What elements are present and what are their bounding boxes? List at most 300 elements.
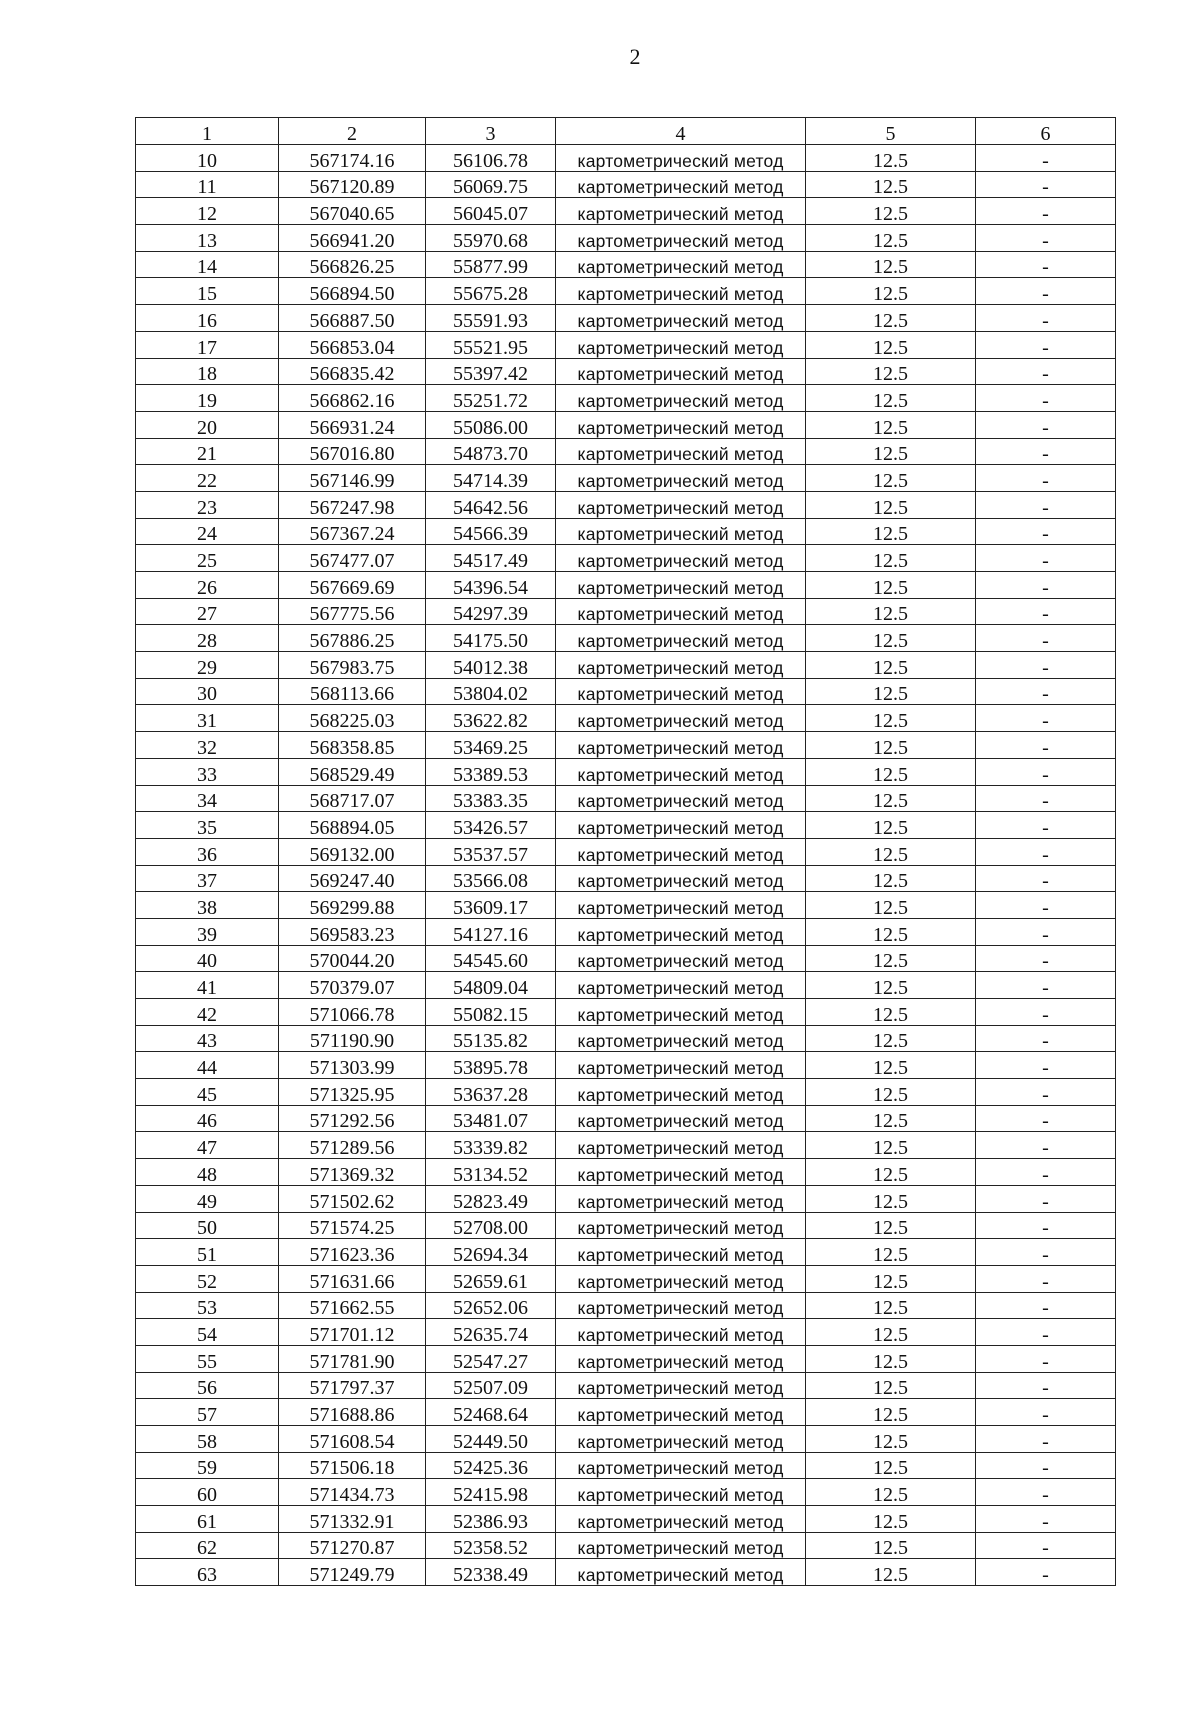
description-cell: - — [976, 1345, 1116, 1372]
x-coordinate-cell: 570379.07 — [279, 972, 426, 999]
accuracy-cell: 12.5 — [806, 1452, 976, 1479]
y-coordinate-cell: 53637.28 — [426, 1079, 556, 1106]
x-coordinate-cell: 567016.80 — [279, 438, 426, 465]
description-cell: - — [976, 732, 1116, 759]
accuracy-cell: 12.5 — [806, 1052, 976, 1079]
point-number-cell: 25 — [136, 545, 279, 572]
description-cell: - — [976, 1185, 1116, 1212]
method-cell: картометрический метод — [556, 305, 806, 332]
accuracy-cell: 12.5 — [806, 1079, 976, 1106]
description-cell: - — [976, 358, 1116, 385]
accuracy-cell: 12.5 — [806, 518, 976, 545]
y-coordinate-cell: 53481.07 — [426, 1105, 556, 1132]
description-cell: - — [976, 705, 1116, 732]
y-coordinate-cell: 55877.99 — [426, 251, 556, 278]
accuracy-cell: 12.5 — [806, 1506, 976, 1533]
x-coordinate-cell: 571631.66 — [279, 1265, 426, 1292]
method-cell: картометрический метод — [556, 1079, 806, 1106]
point-number-cell: 48 — [136, 1159, 279, 1186]
table-row — [136, 945, 1116, 972]
y-coordinate-cell: 53566.08 — [426, 865, 556, 892]
x-coordinate-cell: 571434.73 — [279, 1479, 426, 1506]
table-row — [136, 838, 1116, 865]
method-cell: картометрический метод — [556, 892, 806, 919]
point-number-cell: 31 — [136, 705, 279, 732]
y-coordinate-cell: 55521.95 — [426, 331, 556, 358]
column-header-5: 5 — [806, 118, 976, 145]
accuracy-cell: 12.5 — [806, 1265, 976, 1292]
y-coordinate-cell: 53469.25 — [426, 732, 556, 759]
x-coordinate-cell: 571249.79 — [279, 1559, 426, 1586]
table-row — [136, 625, 1116, 652]
y-coordinate-cell: 54642.56 — [426, 491, 556, 518]
table-row — [136, 1212, 1116, 1239]
header-row — [136, 118, 1116, 145]
table-row — [136, 225, 1116, 252]
point-number-cell: 44 — [136, 1052, 279, 1079]
description-cell: - — [976, 972, 1116, 999]
accuracy-cell: 12.5 — [806, 598, 976, 625]
y-coordinate-cell: 54873.70 — [426, 438, 556, 465]
method-cell: картометрический метод — [556, 438, 806, 465]
description-cell: - — [976, 1212, 1116, 1239]
table-row — [136, 1105, 1116, 1132]
y-coordinate-cell: 52425.36 — [426, 1452, 556, 1479]
table-row — [136, 892, 1116, 919]
y-coordinate-cell: 52547.27 — [426, 1345, 556, 1372]
point-number-cell: 45 — [136, 1079, 279, 1106]
accuracy-cell: 12.5 — [806, 972, 976, 999]
point-number-cell: 27 — [136, 598, 279, 625]
table-row — [136, 598, 1116, 625]
description-cell: - — [976, 305, 1116, 332]
x-coordinate-cell: 566835.42 — [279, 358, 426, 385]
description-cell: - — [976, 1159, 1116, 1186]
point-number-cell: 24 — [136, 518, 279, 545]
y-coordinate-cell: 52635.74 — [426, 1319, 556, 1346]
y-coordinate-cell: 55675.28 — [426, 278, 556, 305]
table-row — [136, 545, 1116, 572]
accuracy-cell: 12.5 — [806, 652, 976, 679]
description-cell: - — [976, 918, 1116, 945]
x-coordinate-cell: 567120.89 — [279, 171, 426, 198]
point-number-cell: 28 — [136, 625, 279, 652]
y-coordinate-cell: 52386.93 — [426, 1506, 556, 1533]
accuracy-cell: 12.5 — [806, 1559, 976, 1586]
description-cell: - — [976, 1319, 1116, 1346]
x-coordinate-cell: 571325.95 — [279, 1079, 426, 1106]
table-row — [136, 918, 1116, 945]
y-coordinate-cell: 55397.42 — [426, 358, 556, 385]
method-cell: картометрический метод — [556, 1452, 806, 1479]
description-cell: - — [976, 678, 1116, 705]
x-coordinate-cell: 567886.25 — [279, 625, 426, 652]
table-row — [136, 1132, 1116, 1159]
point-number-cell: 13 — [136, 225, 279, 252]
accuracy-cell: 12.5 — [806, 1185, 976, 1212]
accuracy-cell: 12.5 — [806, 1532, 976, 1559]
table-row — [136, 785, 1116, 812]
y-coordinate-cell: 53383.35 — [426, 785, 556, 812]
x-coordinate-cell: 571303.99 — [279, 1052, 426, 1079]
table-row — [136, 331, 1116, 358]
coordinates-table — [135, 117, 1116, 1586]
table-row — [136, 1452, 1116, 1479]
method-cell: картометрический метод — [556, 358, 806, 385]
description-cell: - — [976, 1079, 1116, 1106]
y-coordinate-cell: 52708.00 — [426, 1212, 556, 1239]
x-coordinate-cell: 571270.87 — [279, 1532, 426, 1559]
method-cell: картометрический метод — [556, 812, 806, 839]
point-number-cell: 32 — [136, 732, 279, 759]
accuracy-cell: 12.5 — [806, 491, 976, 518]
method-cell: картометрический метод — [556, 1399, 806, 1426]
point-number-cell: 54 — [136, 1319, 279, 1346]
description-cell: - — [976, 598, 1116, 625]
table-row — [136, 278, 1116, 305]
method-cell: картометрический метод — [556, 732, 806, 759]
method-cell: картометрический метод — [556, 1559, 806, 1586]
point-number-cell: 20 — [136, 411, 279, 438]
accuracy-cell: 12.5 — [806, 278, 976, 305]
description-cell: - — [976, 251, 1116, 278]
y-coordinate-cell: 52415.98 — [426, 1479, 556, 1506]
point-number-cell: 39 — [136, 918, 279, 945]
y-coordinate-cell: 54545.60 — [426, 945, 556, 972]
table-row — [136, 1372, 1116, 1399]
y-coordinate-cell: 54517.49 — [426, 545, 556, 572]
description-cell: - — [976, 1479, 1116, 1506]
x-coordinate-cell: 568225.03 — [279, 705, 426, 732]
accuracy-cell: 12.5 — [806, 705, 976, 732]
point-number-cell: 62 — [136, 1532, 279, 1559]
accuracy-cell: 12.5 — [806, 1159, 976, 1186]
point-number-cell: 16 — [136, 305, 279, 332]
table-header — [136, 118, 1116, 145]
method-cell: картометрический метод — [556, 225, 806, 252]
point-number-cell: 12 — [136, 198, 279, 225]
table-row — [136, 1399, 1116, 1426]
point-number-cell: 47 — [136, 1132, 279, 1159]
x-coordinate-cell: 571781.90 — [279, 1345, 426, 1372]
point-number-cell: 57 — [136, 1399, 279, 1426]
accuracy-cell: 12.5 — [806, 145, 976, 172]
method-cell: картометрический метод — [556, 1426, 806, 1453]
point-number-cell: 38 — [136, 892, 279, 919]
description-cell: - — [976, 225, 1116, 252]
table-row — [136, 1052, 1116, 1079]
description-cell: - — [976, 438, 1116, 465]
description-cell: - — [976, 1426, 1116, 1453]
y-coordinate-cell: 55135.82 — [426, 1025, 556, 1052]
x-coordinate-cell: 571190.90 — [279, 1025, 426, 1052]
x-coordinate-cell: 571701.12 — [279, 1319, 426, 1346]
x-coordinate-cell: 571292.56 — [279, 1105, 426, 1132]
table-row — [136, 438, 1116, 465]
column-header-6: 6 — [976, 118, 1116, 145]
x-coordinate-cell: 571608.54 — [279, 1426, 426, 1453]
table-row — [136, 758, 1116, 785]
point-number-cell: 55 — [136, 1345, 279, 1372]
accuracy-cell: 12.5 — [806, 865, 976, 892]
accuracy-cell: 12.5 — [806, 625, 976, 652]
y-coordinate-cell: 52449.50 — [426, 1426, 556, 1453]
x-coordinate-cell: 568529.49 — [279, 758, 426, 785]
accuracy-cell: 12.5 — [806, 1372, 976, 1399]
accuracy-cell: 12.5 — [806, 331, 976, 358]
description-cell: - — [976, 491, 1116, 518]
x-coordinate-cell: 570044.20 — [279, 945, 426, 972]
x-coordinate-cell: 566826.25 — [279, 251, 426, 278]
table-row — [136, 678, 1116, 705]
y-coordinate-cell: 54012.38 — [426, 652, 556, 679]
x-coordinate-cell: 567146.99 — [279, 465, 426, 492]
description-cell: - — [976, 1452, 1116, 1479]
point-number-cell: 33 — [136, 758, 279, 785]
point-number-cell: 19 — [136, 385, 279, 412]
method-cell: картометрический метод — [556, 1052, 806, 1079]
description-cell: - — [976, 758, 1116, 785]
accuracy-cell: 12.5 — [806, 892, 976, 919]
accuracy-cell: 12.5 — [806, 358, 976, 385]
table-row — [136, 572, 1116, 599]
method-cell: картометрический метод — [556, 278, 806, 305]
accuracy-cell: 12.5 — [806, 305, 976, 332]
point-number-cell: 34 — [136, 785, 279, 812]
method-cell: картометрический метод — [556, 945, 806, 972]
description-cell: - — [976, 1399, 1116, 1426]
point-number-cell: 63 — [136, 1559, 279, 1586]
point-number-cell: 41 — [136, 972, 279, 999]
point-number-cell: 23 — [136, 491, 279, 518]
accuracy-cell: 12.5 — [806, 1399, 976, 1426]
description-cell: - — [976, 1292, 1116, 1319]
point-number-cell: 49 — [136, 1185, 279, 1212]
method-cell: картометрический метод — [556, 145, 806, 172]
table-row — [136, 198, 1116, 225]
x-coordinate-cell: 567983.75 — [279, 652, 426, 679]
method-cell: картометрический метод — [556, 545, 806, 572]
point-number-cell: 11 — [136, 171, 279, 198]
point-number-cell: 61 — [136, 1506, 279, 1533]
description-cell: - — [976, 278, 1116, 305]
y-coordinate-cell: 55251.72 — [426, 385, 556, 412]
accuracy-cell: 12.5 — [806, 838, 976, 865]
description-cell: - — [976, 331, 1116, 358]
point-number-cell: 43 — [136, 1025, 279, 1052]
y-coordinate-cell: 52507.09 — [426, 1372, 556, 1399]
method-cell: картометрический метод — [556, 1372, 806, 1399]
x-coordinate-cell: 567775.56 — [279, 598, 426, 625]
y-coordinate-cell: 55591.93 — [426, 305, 556, 332]
x-coordinate-cell: 569583.23 — [279, 918, 426, 945]
point-number-cell: 22 — [136, 465, 279, 492]
description-cell: - — [976, 945, 1116, 972]
x-coordinate-cell: 571332.91 — [279, 1506, 426, 1533]
accuracy-cell: 12.5 — [806, 1479, 976, 1506]
method-cell: картометрический метод — [556, 1345, 806, 1372]
x-coordinate-cell: 567247.98 — [279, 491, 426, 518]
method-cell: картометрический метод — [556, 411, 806, 438]
table-row — [136, 358, 1116, 385]
table-row — [136, 1345, 1116, 1372]
method-cell: картометрический метод — [556, 1319, 806, 1346]
x-coordinate-cell: 571502.62 — [279, 1185, 426, 1212]
x-coordinate-cell: 566862.16 — [279, 385, 426, 412]
accuracy-cell: 12.5 — [806, 1212, 976, 1239]
y-coordinate-cell: 52659.61 — [426, 1265, 556, 1292]
method-cell: картометрический метод — [556, 171, 806, 198]
accuracy-cell: 12.5 — [806, 678, 976, 705]
point-number-cell: 42 — [136, 999, 279, 1026]
accuracy-cell: 12.5 — [806, 438, 976, 465]
description-cell: - — [976, 892, 1116, 919]
description-cell: - — [976, 171, 1116, 198]
x-coordinate-cell: 571369.32 — [279, 1159, 426, 1186]
method-cell: картометрический метод — [556, 1532, 806, 1559]
point-number-cell: 53 — [136, 1292, 279, 1319]
x-coordinate-cell: 566894.50 — [279, 278, 426, 305]
point-number-cell: 58 — [136, 1426, 279, 1453]
method-cell: картометрический метод — [556, 1506, 806, 1533]
description-cell: - — [976, 1239, 1116, 1266]
description-cell: - — [976, 1025, 1116, 1052]
point-number-cell: 35 — [136, 812, 279, 839]
method-cell: картометрический метод — [556, 678, 806, 705]
description-cell: - — [976, 1265, 1116, 1292]
x-coordinate-cell: 567040.65 — [279, 198, 426, 225]
table-row — [136, 732, 1116, 759]
x-coordinate-cell: 567367.24 — [279, 518, 426, 545]
description-cell: - — [976, 865, 1116, 892]
accuracy-cell: 12.5 — [806, 411, 976, 438]
description-cell: - — [976, 812, 1116, 839]
y-coordinate-cell: 52358.52 — [426, 1532, 556, 1559]
x-coordinate-cell: 568113.66 — [279, 678, 426, 705]
description-cell: - — [976, 572, 1116, 599]
table-row — [136, 1292, 1116, 1319]
y-coordinate-cell: 54809.04 — [426, 972, 556, 999]
description-cell: - — [976, 1052, 1116, 1079]
point-number-cell: 30 — [136, 678, 279, 705]
y-coordinate-cell: 53622.82 — [426, 705, 556, 732]
table-row — [136, 1532, 1116, 1559]
description-cell: - — [976, 838, 1116, 865]
x-coordinate-cell: 567174.16 — [279, 145, 426, 172]
x-coordinate-cell: 568717.07 — [279, 785, 426, 812]
y-coordinate-cell: 53339.82 — [426, 1132, 556, 1159]
x-coordinate-cell: 568894.05 — [279, 812, 426, 839]
accuracy-cell: 12.5 — [806, 812, 976, 839]
point-number-cell: 37 — [136, 865, 279, 892]
y-coordinate-cell: 54566.39 — [426, 518, 556, 545]
method-cell: картометрический метод — [556, 972, 806, 999]
method-cell: картометрический метод — [556, 385, 806, 412]
method-cell: картометрический метод — [556, 865, 806, 892]
table-body — [136, 145, 1116, 1586]
y-coordinate-cell: 56069.75 — [426, 171, 556, 198]
y-coordinate-cell: 52338.49 — [426, 1559, 556, 1586]
point-number-cell: 15 — [136, 278, 279, 305]
accuracy-cell: 12.5 — [806, 198, 976, 225]
table-row — [136, 491, 1116, 518]
x-coordinate-cell: 571623.36 — [279, 1239, 426, 1266]
x-coordinate-cell: 569132.00 — [279, 838, 426, 865]
x-coordinate-cell: 568358.85 — [279, 732, 426, 759]
point-number-cell: 40 — [136, 945, 279, 972]
method-cell: картометрический метод — [556, 491, 806, 518]
method-cell: картометрический метод — [556, 1185, 806, 1212]
method-cell: картометрический метод — [556, 625, 806, 652]
y-coordinate-cell: 53134.52 — [426, 1159, 556, 1186]
x-coordinate-cell: 567669.69 — [279, 572, 426, 599]
table-row — [136, 1159, 1116, 1186]
method-cell: картометрический метод — [556, 918, 806, 945]
y-coordinate-cell: 52652.06 — [426, 1292, 556, 1319]
y-coordinate-cell: 55082.15 — [426, 999, 556, 1026]
table-row — [136, 1025, 1116, 1052]
accuracy-cell: 12.5 — [806, 465, 976, 492]
x-coordinate-cell: 571688.86 — [279, 1399, 426, 1426]
accuracy-cell: 12.5 — [806, 1319, 976, 1346]
accuracy-cell: 12.5 — [806, 545, 976, 572]
table-row — [136, 465, 1116, 492]
point-number-cell: 26 — [136, 572, 279, 599]
description-cell: - — [976, 1559, 1116, 1586]
method-cell: картометрический метод — [556, 1132, 806, 1159]
method-cell: картометрический метод — [556, 785, 806, 812]
y-coordinate-cell: 55970.68 — [426, 225, 556, 252]
method-cell: картометрический метод — [556, 1025, 806, 1052]
table-row — [136, 999, 1116, 1026]
method-cell: картометрический метод — [556, 572, 806, 599]
method-cell: картометрический метод — [556, 598, 806, 625]
method-cell: картометрический метод — [556, 1265, 806, 1292]
accuracy-cell: 12.5 — [806, 1025, 976, 1052]
method-cell: картометрический метод — [556, 705, 806, 732]
y-coordinate-cell: 54396.54 — [426, 572, 556, 599]
point-number-cell: 59 — [136, 1452, 279, 1479]
table-row — [136, 145, 1116, 172]
table-row — [136, 1426, 1116, 1453]
description-cell: - — [976, 411, 1116, 438]
accuracy-cell: 12.5 — [806, 1239, 976, 1266]
x-coordinate-cell: 571574.25 — [279, 1212, 426, 1239]
column-header-3: 3 — [426, 118, 556, 145]
table-row — [136, 812, 1116, 839]
table-row — [136, 865, 1116, 892]
accuracy-cell: 12.5 — [806, 758, 976, 785]
table-row — [136, 411, 1116, 438]
description-cell: - — [976, 385, 1116, 412]
method-cell: картометрический метод — [556, 999, 806, 1026]
accuracy-cell: 12.5 — [806, 385, 976, 412]
x-coordinate-cell: 566931.24 — [279, 411, 426, 438]
description-cell: - — [976, 1506, 1116, 1533]
y-coordinate-cell: 52823.49 — [426, 1185, 556, 1212]
point-number-cell: 14 — [136, 251, 279, 278]
x-coordinate-cell: 569299.88 — [279, 892, 426, 919]
accuracy-cell: 12.5 — [806, 1426, 976, 1453]
description-cell: - — [976, 1132, 1116, 1159]
table-row — [136, 652, 1116, 679]
description-cell: - — [976, 625, 1116, 652]
y-coordinate-cell: 54127.16 — [426, 918, 556, 945]
y-coordinate-cell: 56045.07 — [426, 198, 556, 225]
y-coordinate-cell: 53426.57 — [426, 812, 556, 839]
method-cell: картометрический метод — [556, 331, 806, 358]
description-cell: - — [976, 465, 1116, 492]
